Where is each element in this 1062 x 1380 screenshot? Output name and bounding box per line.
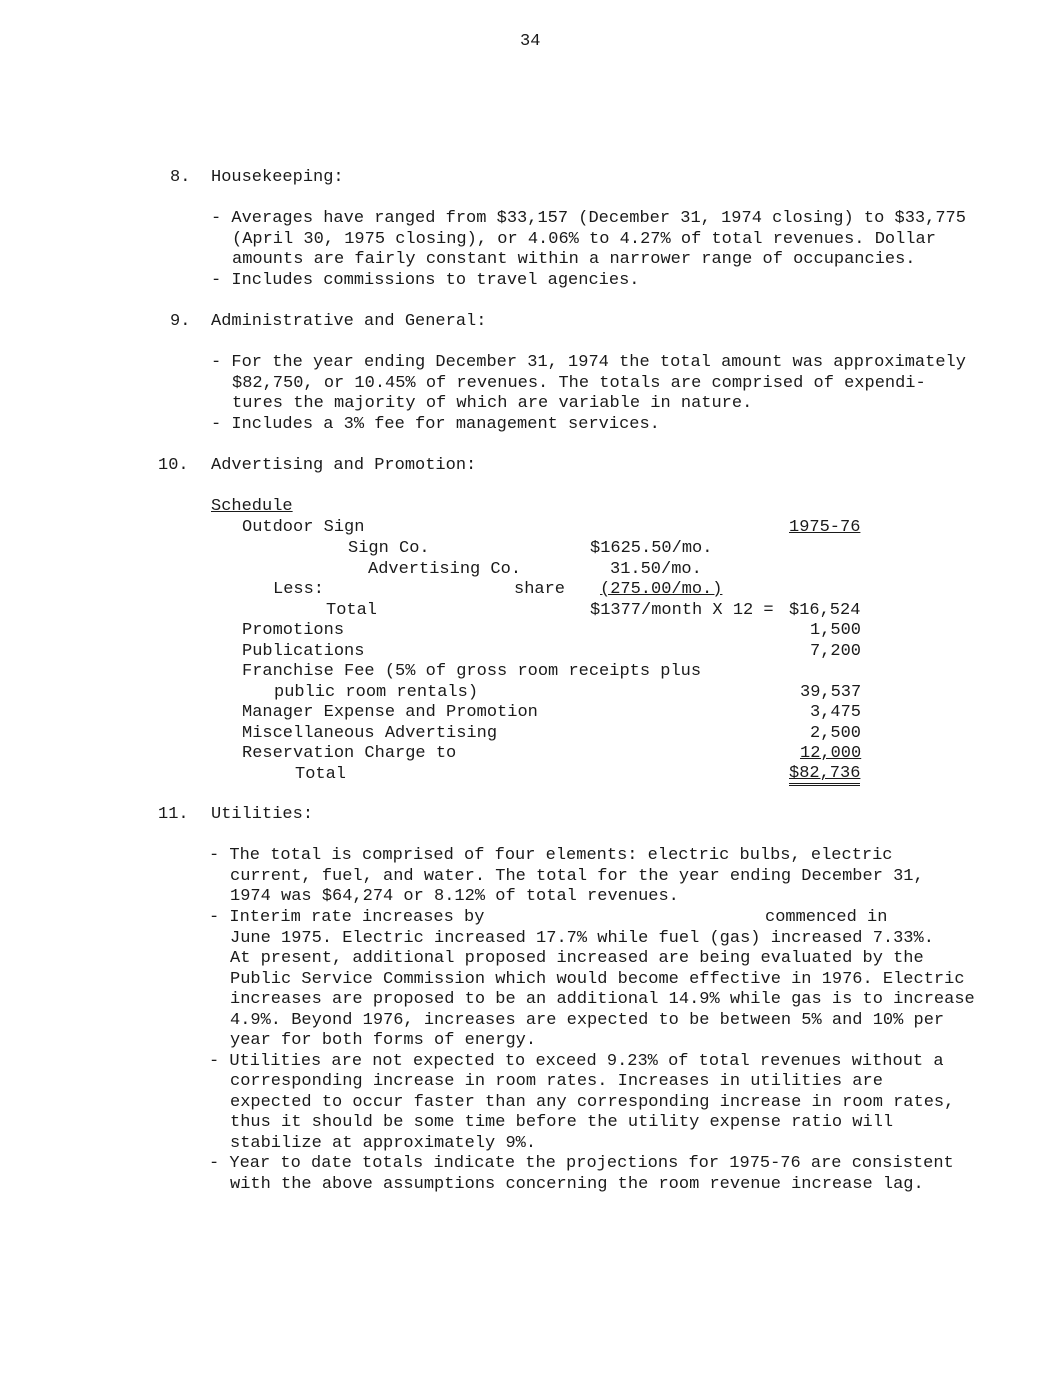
sign-co-label: Sign Co.: [348, 539, 430, 558]
section-11-line: - Utilities are not expected to exceed 9.23% of total revenues without a: [209, 1052, 944, 1071]
total-label: Total: [295, 765, 347, 784]
advertising-co-amount: 31.50/mo.: [610, 560, 702, 579]
section-9-number: 9.: [170, 312, 191, 331]
share-label: share: [514, 580, 566, 599]
promotions-value: 1,500: [810, 621, 862, 640]
franchise-label: Franchise Fee (5% of gross room receipts plus: [242, 662, 702, 681]
subtotal-value: $16,524: [789, 601, 861, 620]
year-header: 1975-76: [789, 518, 861, 537]
subtotal-label: Total: [326, 601, 378, 620]
section-11-line: 1974 was $64,274 or 8.12% of total revenues.: [230, 887, 679, 906]
section-9-line: $82,750, or 10.45% of revenues. The totals are comprised of expendi-: [232, 374, 926, 393]
section-11-line: thus it should be some time before the utility expense ratio will: [230, 1113, 894, 1132]
section-11-line: - The total is comprised of four elements: electric bulbs, electric: [209, 846, 893, 865]
publications-value: 7,200: [810, 642, 862, 661]
section-8-number: 8.: [170, 168, 191, 187]
section-11-line: commenced in: [765, 908, 888, 927]
section-11-line: increases are proposed to be an additional 14.9% while gas is to increase: [230, 990, 975, 1009]
manager-value: 3,475: [810, 703, 862, 722]
sign-co-amount: $1625.50/mo.: [590, 539, 713, 558]
franchise-value: 39,537: [800, 683, 862, 702]
section-9-heading: Administrative and General:: [211, 312, 487, 331]
less-label: Less:: [273, 580, 325, 599]
misc-advertising-label: Miscellaneous Advertising: [242, 724, 498, 743]
share-amount: (275.00/mo.): [600, 580, 723, 599]
section-8-heading: Housekeeping:: [211, 168, 344, 187]
section-10-number: 10.: [158, 456, 189, 475]
section-11-number: 11.: [158, 805, 189, 824]
section-11-line: - Year to date totals indicate the projections for 1975-76 are consistent: [209, 1154, 954, 1173]
section-11-line: expected to occur faster than any corresponding increase in room rates,: [230, 1093, 955, 1112]
section-9-line: tures the majority of which are variable in nature.: [232, 394, 753, 413]
manager-label: Manager Expense and Promotion: [242, 703, 538, 722]
section-8-line: - Averages have ranged from $33,157 (December 31, 1974 closing) to $33,775: [211, 209, 966, 228]
misc-advertising-value: 2,500: [810, 724, 862, 743]
franchise-label-cont: public room rentals): [274, 683, 479, 702]
page-number: 34: [520, 32, 541, 51]
total-value: $82,736: [789, 765, 860, 786]
section-11-line: year for both forms of energy.: [230, 1031, 537, 1050]
outdoor-sign-label: Outdoor Sign: [242, 518, 365, 537]
section-8-line: - Includes commissions to travel agencies.: [211, 271, 640, 290]
section-8-line: (April 30, 1975 closing), or 4.06% to 4.27% of total revenues. Dollar: [232, 230, 936, 249]
section-11-line: corresponding increase in room rates. Increases in utilities are: [230, 1072, 883, 1091]
section-10-heading: Advertising and Promotion:: [211, 456, 477, 475]
section-11-line: stabilize at approximately 9%.: [230, 1134, 537, 1153]
reservation-value: 12,000: [800, 744, 862, 763]
reservation-label: Reservation Charge to: [242, 744, 457, 763]
section-11-line: Public Service Commission which would become effective in 1976. Electric: [230, 970, 965, 989]
section-11-line: current, fuel, and water. The total for the year ending December 31,: [230, 867, 924, 886]
section-11-line: with the above assumptions concerning the room revenue increase lag.: [230, 1175, 924, 1194]
section-9-line: - For the year ending December 31, 1974 the total amount was approximately: [211, 353, 966, 372]
section-9-line: - Includes a 3% fee for management services.: [211, 415, 660, 434]
schedule-title: Schedule: [211, 497, 293, 516]
section-8-line: amounts are fairly constant within a narrower range of occupancies.: [232, 250, 916, 269]
section-11-line: At present, additional proposed increased are being evaluated by the: [230, 949, 924, 968]
section-11-line: - Interim rate increases by: [209, 908, 485, 927]
subtotal-calculation: $1377/month X 12 =: [590, 601, 774, 620]
advertising-co-label: Advertising Co.: [368, 560, 522, 579]
publications-label: Publications: [242, 642, 365, 661]
promotions-label: Promotions: [242, 621, 345, 640]
section-11-line: June 1975. Electric increased 17.7% while fuel (gas) increased 7.33%.: [230, 929, 934, 948]
section-11-heading: Utilities:: [211, 805, 314, 824]
section-11-line: 4.9%. Beyond 1976, increases are expected to be between 5% and 10% per: [230, 1011, 945, 1030]
